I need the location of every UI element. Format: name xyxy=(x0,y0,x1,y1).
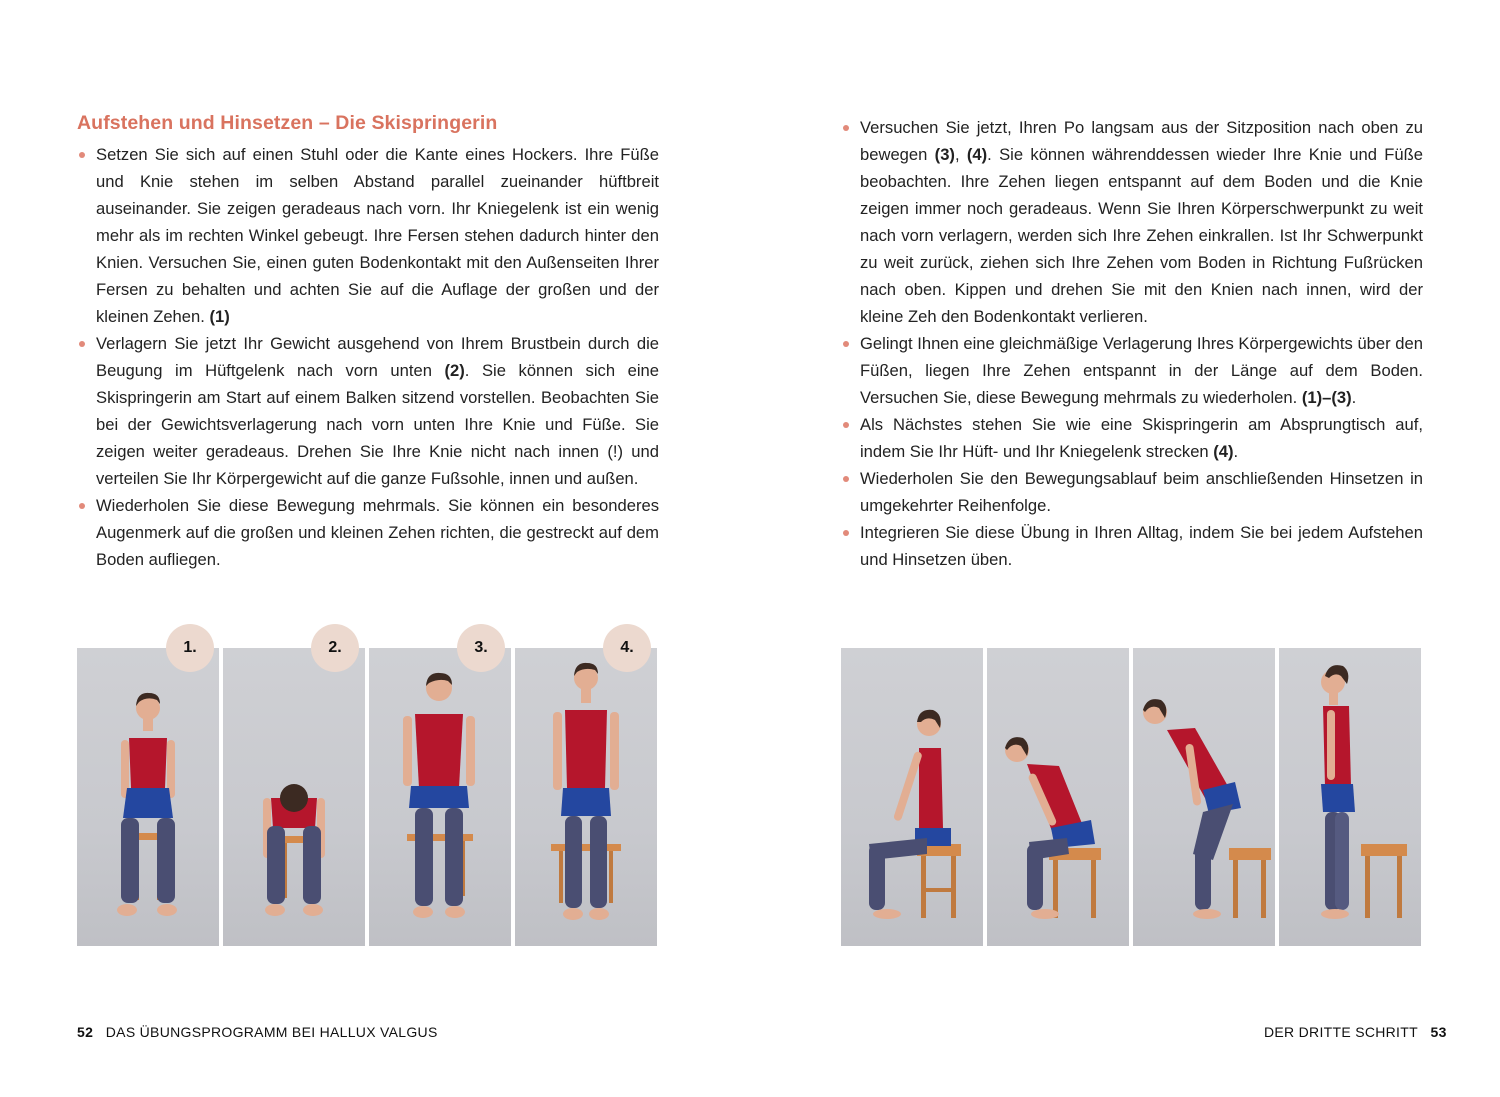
bullet-text: , xyxy=(954,145,967,164)
figure-reference: (1) xyxy=(209,307,230,326)
page-number-left: 52 xyxy=(77,1024,94,1040)
figure-reference: (2) xyxy=(444,361,465,380)
left-running-title: DAS ÜBUNGSPROGRAMM BEI HALLUX VALGUS xyxy=(105,1024,438,1040)
bullet-dot-icon xyxy=(843,341,849,347)
bullet-text: . xyxy=(1233,442,1239,461)
right-running-title: DER DRITTE SCHRITT xyxy=(1264,1024,1418,1040)
bullet-text: Als Nächstes stehen Sie wie eine Skispringerin am Absprungtisch auf, indem Sie Ihr Hüft- und Ihr Kniegelenk strecken xyxy=(860,415,1423,461)
section-heading: Aufstehen und Hinsetzen – Die Skispringerin xyxy=(77,112,498,134)
left-bullet-list xyxy=(77,141,659,573)
photo-front-3-rising xyxy=(369,648,511,946)
photo-front-4-standing xyxy=(515,648,657,946)
right-bullet-4 xyxy=(841,465,1423,519)
right-bullet-2 xyxy=(841,330,1423,411)
bullet-text: Setzen Sie sich auf einen Stuhl oder die Kante eines Hockers. Ihre Füße und Knie stehen im selben Abstand parallel zueinander hüftbreit auseinander. Sie zeigen geradeaus nach vorn. Ihr Kniegelenk ist ein wenig mehr als im rechten Winkel gebeugt. Ihre Fersen stehen dadurch hinter den Knien. Versuchen Sie, einen guten Bodenkontakt mit den Außenseiten Ihrer Fersen zu behalten und achten Sie auf die Auflage der großen und der kleinen Zehen. xyxy=(96,145,659,326)
figure-reference: (4) xyxy=(966,145,988,164)
left-bullet-1 xyxy=(77,141,659,330)
right-bullet-1 xyxy=(841,114,1423,330)
bullet-dot-icon xyxy=(79,503,85,509)
bullet-text: Wiederholen Sie diese Bewegung mehrmals. Sie können ein besonderes Augenmerk auf die großen und kleinen Zehen richten, die gestreckt auf dem Boden aufliegen. xyxy=(96,496,659,569)
step-badge-2: 2. xyxy=(311,624,359,672)
bullet-text: . Sie können sich eine Skispringerin am Start auf einem Balken sitzend vorstellen. Beobachten Sie bei der Gewichtsverlagerung nach vorn unten Ihre Knie und Füße. Sie zeigen weiter geradeaus. Drehen Sie Ihre Knie nicht nach innen (!) und verteilen Sie Ihr Körpergewicht auf die ganze Fußsohle, innen und außen. xyxy=(96,361,660,488)
right-page xyxy=(750,0,1500,1097)
step-badge-3: 3. xyxy=(457,624,505,672)
figure-reference: (4) xyxy=(1213,442,1234,461)
photo-side-3-rising xyxy=(1133,648,1275,946)
photo-front-2-leaning xyxy=(223,648,365,946)
bullet-text: . xyxy=(1351,388,1357,407)
left-bullet-2 xyxy=(77,330,659,492)
bullet-dot-icon xyxy=(79,152,85,158)
bullet-text: Wiederholen Sie den Bewegungsablauf beim anschließenden Hinsetzen in umgekehrter Reihenfolge. xyxy=(860,469,1423,515)
photo-front-1-seated xyxy=(77,648,219,946)
bullet-text: . Sie können währenddessen wieder Ihre Knie und Füße beobachten. Ihre Zehen liegen entspannt auf dem Boden und die Knie zeigen immer noch geradeaus. Wenn Sie Ihren Körperschwerpunkt zu weit nach vorn verlagern, werden sich Ihre Zehen einkrallen. Ist Ihr Schwerpunkt zu weit zurück, ziehen sich Ihre Zehen vom Boden in Richtung Fußrücken nach oben. Kippen und drehen Sie mit den Knien nach innen, wird der kleine Zeh den Bodenkontakt verlieren. xyxy=(860,145,1423,326)
bullet-dot-icon xyxy=(843,125,849,131)
figure-reference: (3) xyxy=(934,145,955,164)
photo-side-4-standing xyxy=(1279,648,1421,946)
figure-reference: (1)–(3) xyxy=(1301,388,1352,407)
photo-side-1-seated xyxy=(841,648,983,946)
right-bullet-list xyxy=(841,114,1423,573)
bullet-dot-icon xyxy=(843,530,849,536)
bullet-text: Versuchen Sie jetzt, Ihren Po langsam aus der Sitzposition nach oben zu bewegen xyxy=(860,118,1423,164)
bullet-dot-icon xyxy=(843,476,849,482)
left-bullet-3 xyxy=(77,492,659,573)
page-number-right: 53 xyxy=(1430,1024,1447,1040)
step-badge-1: 1. xyxy=(166,624,214,672)
left-footer xyxy=(77,1024,438,1040)
photo-side-2-leaning xyxy=(987,648,1129,946)
bullet-text: Gelingt Ihnen eine gleichmäßige Verlagerung Ihres Körpergewichts über den Füßen, liegen Ihre Zehen entspannt in der Länge auf dem Boden. Versuchen Sie, diese Bewegung mehrmals zu wiederholen. xyxy=(860,334,1423,407)
bullet-dot-icon xyxy=(79,341,85,347)
bullet-text: Integrieren Sie diese Übung in Ihren Alltag, indem Sie bei jedem Aufstehen und Hinsetzen üben. xyxy=(860,523,1423,569)
step-badge-4: 4. xyxy=(603,624,651,672)
bullet-dot-icon xyxy=(843,422,849,428)
right-bullet-3 xyxy=(841,411,1423,465)
right-footer xyxy=(1264,1024,1447,1040)
right-bullet-5 xyxy=(841,519,1423,573)
bullet-text: Verlagern Sie jetzt Ihr Gewicht ausgehend von Ihrem Brustbein durch die Beugung im Hüftgelenk nach vorn unten xyxy=(96,334,659,380)
